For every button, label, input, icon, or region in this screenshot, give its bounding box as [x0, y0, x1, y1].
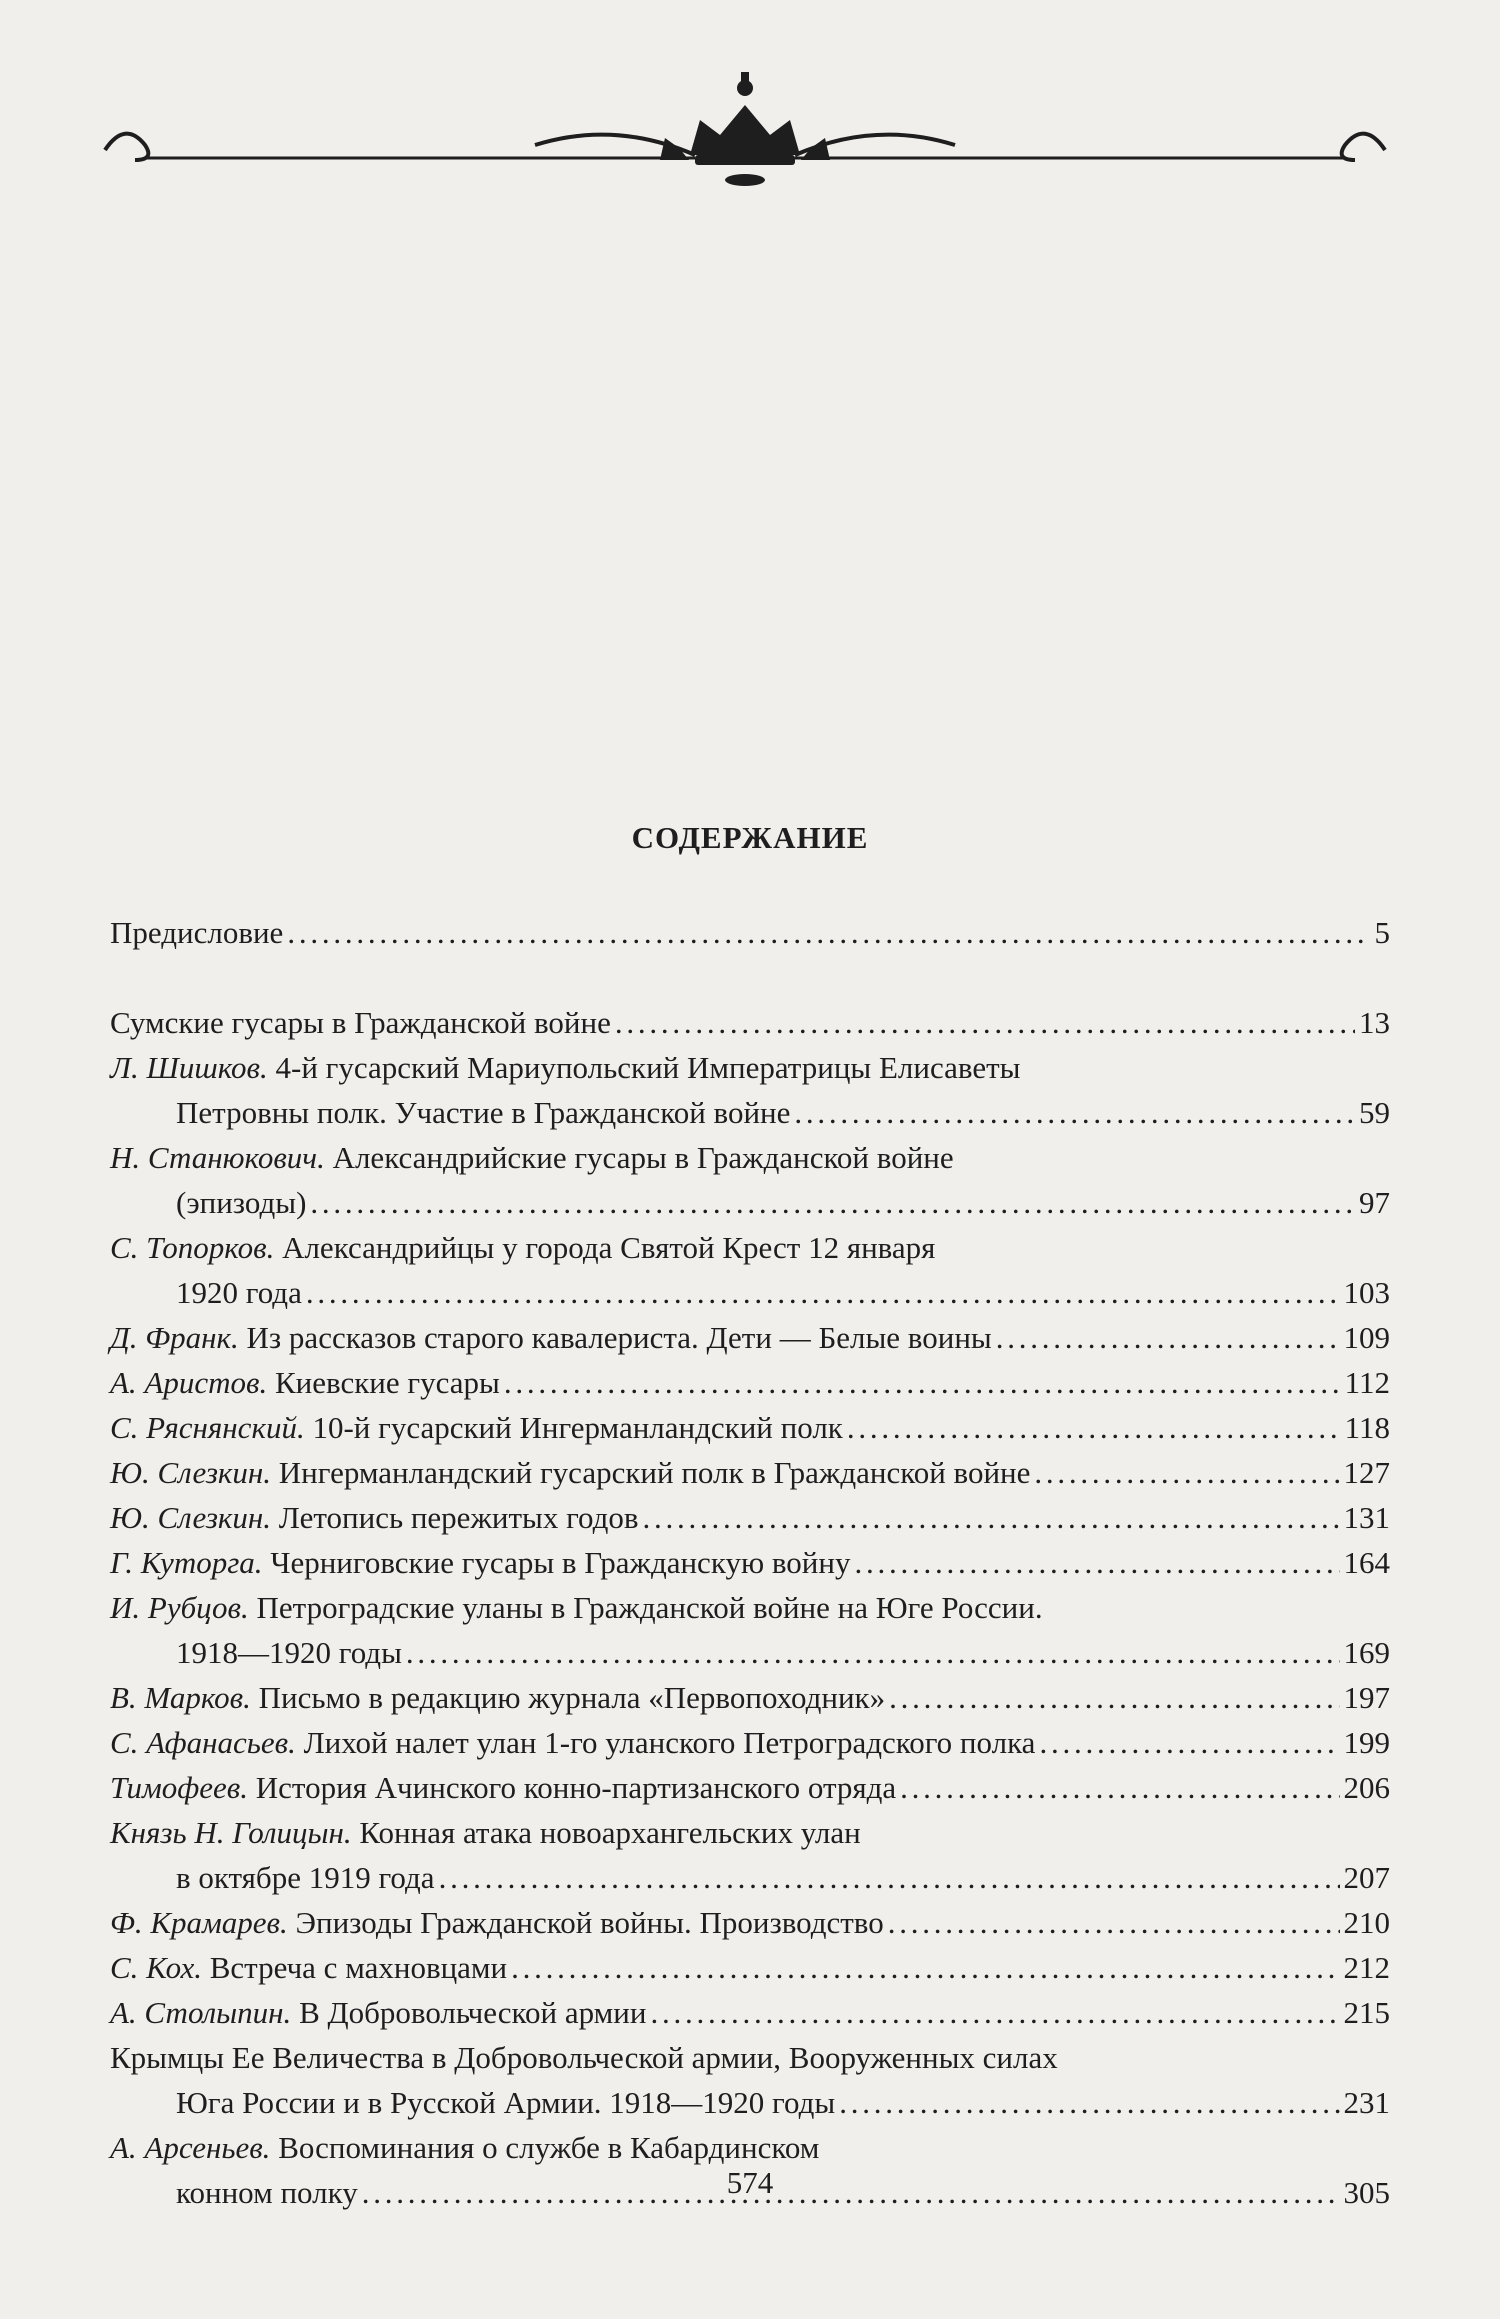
toc-entry-line: [110, 2125, 1390, 2170]
toc-page-number: 206: [1343, 1770, 1390, 1805]
toc-entry: [110, 1495, 1390, 1540]
toc-entry-line: [110, 1630, 1390, 1675]
dot-leader: [643, 1495, 1340, 1540]
toc-page-number: 131: [1343, 1500, 1390, 1535]
toc-entry-line: [110, 1540, 1390, 1585]
toc-author: А. Аристов.: [110, 1365, 268, 1400]
toc-title: Петроградские уланы в Гражданской войне на Юге России.: [256, 1590, 1043, 1625]
toc-entry-line: [110, 1585, 1390, 1630]
toc-title: В Добровольческой армии: [299, 1995, 647, 2030]
toc-title: конном полку: [176, 2175, 358, 2210]
toc-entry: [110, 1315, 1390, 1360]
toc-author: И. Рубцов.: [110, 1590, 249, 1625]
toc-title: 1920 года: [176, 1275, 302, 1310]
toc-entry-line: [110, 1180, 1390, 1225]
dot-leader: [306, 1270, 1340, 1315]
toc-title: История Ачинского конно-партизанского отряда: [255, 1770, 897, 1805]
toc-author: Д. Франк.: [110, 1320, 239, 1355]
toc-author: С. Кох.: [110, 1950, 202, 1985]
toc-entry: [110, 1135, 1390, 1225]
dot-leader: [854, 1540, 1339, 1585]
toc-entry: [110, 1720, 1390, 1765]
toc-page-number: 118: [1344, 1410, 1390, 1445]
toc-entry-line: [110, 1945, 1390, 1990]
toc-entry: [110, 1945, 1390, 1990]
toc-entry: [110, 1225, 1390, 1315]
toc-entry-line: [110, 1450, 1390, 1495]
toc-entry-line: [110, 1000, 1390, 1045]
toc-heading: СОДЕРЖАНИЕ: [631, 820, 869, 855]
toc-page-number: 199: [1343, 1725, 1390, 1760]
toc-author: С. Афанасьев.: [110, 1725, 296, 1760]
toc-title: Александрийские гусары в Гражданской войне: [332, 1140, 954, 1175]
toc-title: 1918—1920 годы: [176, 1635, 402, 1670]
toc-entry: [110, 1360, 1390, 1405]
toc-entry: [110, 1900, 1390, 1945]
toc-page-number: 5: [1374, 915, 1390, 950]
dot-leader: [888, 1900, 1340, 1945]
toc-author: С. Топорков.: [110, 1230, 275, 1265]
toc-title: Конная атака новоархангельских улан: [359, 1815, 861, 1850]
toc-entry-line: [110, 1675, 1390, 1720]
toc-entry: [110, 1405, 1390, 1450]
toc-author: С. Ряснянский.: [110, 1410, 305, 1445]
dot-leader: [847, 1405, 1341, 1450]
toc-title: Юга России и в Русской Армии. 1918—1920 годы: [176, 2085, 836, 2120]
toc-entry: [110, 910, 1390, 955]
toc-title: 4-й гусарский Мариупольский Императрицы Елисаветы: [275, 1050, 1021, 1085]
toc-entry-line: [110, 1315, 1390, 1360]
toc-entry-line: [110, 1720, 1390, 1765]
dot-leader: [794, 1090, 1355, 1135]
toc-entry: [110, 1765, 1390, 1810]
toc-entry-line: [110, 910, 1390, 955]
dot-leader: [889, 1675, 1339, 1720]
toc-title: 10-й гусарский Ингерманландский полк: [312, 1410, 843, 1445]
toc-entry: [110, 1045, 1390, 1135]
dot-leader: [287, 910, 1366, 955]
toc-entry-line: [110, 1765, 1390, 1810]
toc-title: Лихой налет улан 1-го уланского Петроградского полка: [303, 1725, 1036, 1760]
toc-author: Ю. Слезкин.: [110, 1500, 272, 1535]
toc-page-number: 13: [1359, 1005, 1390, 1040]
toc-author: Тимофеев.: [110, 1770, 249, 1805]
toc-entry-line: [110, 1360, 1390, 1405]
toc-page-number: 127: [1343, 1455, 1390, 1490]
toc-entry-line: [110, 2080, 1390, 2125]
spacer: [110, 955, 1390, 1000]
toc-author: Ф. Крамарев.: [110, 1905, 288, 1940]
toc-title: Сумские гусары в Гражданской войне: [110, 1005, 611, 1040]
toc-entry-line: [110, 1900, 1390, 1945]
dot-leader: [1039, 1720, 1339, 1765]
dot-leader: [615, 1000, 1355, 1045]
toc-entry: [110, 2035, 1390, 2125]
toc-title: Черниговские гусары в Гражданскую войну: [270, 1545, 851, 1580]
toc-entry-line: [110, 1090, 1390, 1135]
toc-entry-line: [110, 1045, 1390, 1090]
dot-leader: [996, 1315, 1340, 1360]
toc-author: Ю. Слезкин.: [110, 1455, 272, 1490]
toc-page-number: 164: [1343, 1545, 1390, 1580]
toc-author: Н. Станюкович.: [110, 1140, 325, 1175]
toc-page-number: 59: [1359, 1095, 1390, 1130]
toc-page-number: 210: [1343, 1905, 1390, 1940]
crown-ornament-icon: [95, 70, 1395, 190]
toc-entry: [110, 1540, 1390, 1585]
toc-entry: [110, 1675, 1390, 1720]
dot-leader: [511, 1945, 1339, 1990]
toc-entry-line: [110, 1495, 1390, 1540]
toc-page-number: 103: [1343, 1275, 1390, 1310]
toc-page-number: 207: [1343, 1860, 1390, 1895]
dot-leader: [504, 1360, 1341, 1405]
toc-entry-line: [110, 1225, 1390, 1270]
toc-entry: [110, 1810, 1390, 1900]
toc-entry-line: [110, 1135, 1390, 1180]
toc-author: Л. Шишков.: [110, 1050, 268, 1085]
toc-title: Александрийцы у города Святой Крест 12 января: [282, 1230, 936, 1265]
toc-title: Киевские гусары: [274, 1365, 500, 1400]
toc-title: Предисловие: [110, 915, 284, 950]
toc-author: А. Арсеньев.: [110, 2130, 271, 2165]
toc-title: Летопись пережитых годов: [278, 1500, 639, 1535]
toc-title: (эпизоды): [176, 1185, 307, 1220]
toc-author: В. Марков.: [110, 1680, 251, 1715]
toc-page-number: 97: [1359, 1185, 1390, 1220]
toc-entry-line: [110, 1855, 1390, 1900]
toc-title: Воспоминания о службе в Кабардинском: [278, 2130, 820, 2165]
toc-title: в октябре 1919 года: [176, 1860, 435, 1895]
dot-leader: [900, 1765, 1339, 1810]
dot-leader: [1034, 1450, 1339, 1495]
toc-page-number: 212: [1343, 1950, 1390, 1985]
toc-title: Из рассказов старого кавалериста. Дети — Белые воины: [246, 1320, 992, 1355]
toc-title: Крымцы Ее Величества в Добровольческой армии, Вооруженных силах: [110, 2040, 1058, 2075]
toc-page-number: 215: [1343, 1995, 1390, 2030]
toc-title: Письмо в редакцию журнала «Первопоходник»: [258, 1680, 886, 1715]
toc-title: Эпизоды Гражданской войны. Производство: [295, 1905, 884, 1940]
toc-page-number: 169: [1343, 1635, 1390, 1670]
toc-title: Встреча с махновцами: [209, 1950, 508, 1985]
toc-author: А. Столыпин.: [110, 1995, 292, 2030]
toc-page-number: 305: [1343, 2175, 1390, 2210]
toc-title: Ингерманландский гусарский полк в Гражданской войне: [278, 1455, 1031, 1490]
toc-page-number: 231: [1343, 2085, 1390, 2120]
toc-entry: [110, 1585, 1390, 1675]
toc-author: Князь Н. Голицын.: [110, 1815, 352, 1850]
toc-title: Петровны полк. Участие в Гражданской войне: [176, 1095, 791, 1130]
toc-entry-line: [110, 1270, 1390, 1315]
dot-leader: [310, 1180, 1355, 1225]
toc-entry: [110, 1000, 1390, 1045]
toc-entry-line: [110, 2035, 1390, 2080]
toc-page-number: 109: [1343, 1320, 1390, 1355]
toc-entry: [110, 1450, 1390, 1495]
toc-entry-line: [110, 1810, 1390, 1855]
dot-leader: [439, 1855, 1340, 1900]
toc-author: Г. Куторга.: [110, 1545, 263, 1580]
toc-page-number: 197: [1343, 1680, 1390, 1715]
toc-entry-line: [110, 1405, 1390, 1450]
dot-leader: [650, 1990, 1339, 2035]
toc-entry-line: [110, 1990, 1390, 2035]
dot-leader: [839, 2080, 1339, 2125]
table-of-contents: [110, 910, 1390, 2215]
page-number: 574: [726, 2165, 774, 2200]
toc-page-number: 112: [1344, 1365, 1390, 1400]
dot-leader: [406, 1630, 1340, 1675]
toc-entry: [110, 1990, 1390, 2035]
